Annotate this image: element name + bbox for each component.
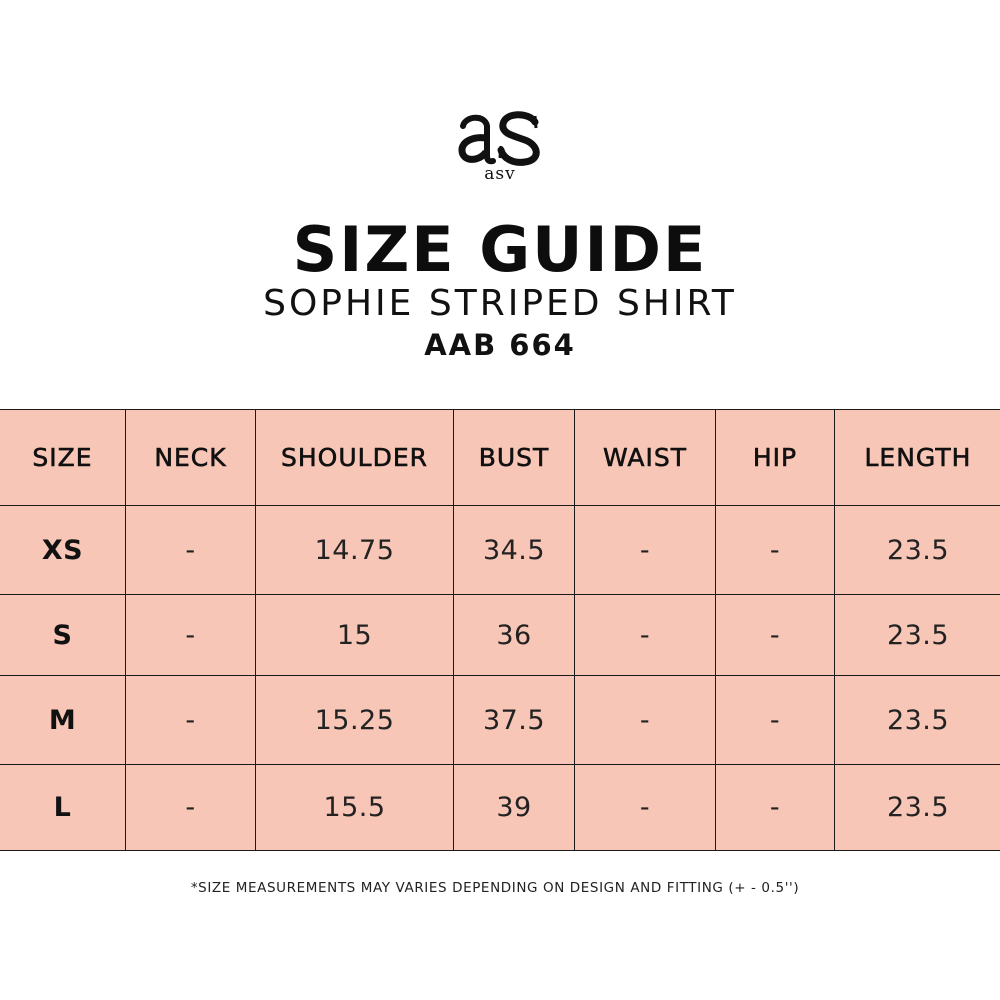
neck-cell: - [126, 765, 256, 851]
length-cell: 23.5 [835, 676, 1000, 765]
column-header-bust: BUST [454, 410, 575, 506]
brand-logo [0, 104, 1000, 184]
length-cell: 23.5 [835, 595, 1000, 676]
column-header-neck: NECK [126, 410, 256, 506]
size-cell: S [0, 595, 126, 676]
brand-name: asv [484, 164, 516, 184]
column-header-length: LENGTH [835, 410, 1000, 506]
table-row [0, 676, 1000, 765]
size-disclaimer: *SIZE MEASUREMENTS MAY VARIES DEPENDING ON DESIGN AND FITTING (+ - 0.5'') [190, 880, 800, 896]
hip-cell: - [716, 595, 835, 676]
size-cell: L [0, 765, 126, 851]
table-row [0, 506, 1000, 595]
waist-cell: - [575, 765, 716, 851]
neck-cell: - [126, 595, 256, 676]
bust-cell: 37.5 [454, 676, 575, 765]
size-cell: XS [0, 506, 126, 595]
size-cell: M [0, 676, 126, 765]
size-chart-table [0, 409, 1000, 851]
shoulder-cell: 15.5 [256, 765, 454, 851]
shoulder-cell: 14.75 [256, 506, 454, 595]
bust-cell: 34.5 [454, 506, 575, 595]
column-header-hip: HIP [716, 410, 835, 506]
column-header-waist: WAIST [575, 410, 716, 506]
column-header-shoulder: SHOULDER [256, 410, 454, 506]
bust-cell: 39 [454, 765, 575, 851]
shoulder-cell: 15.25 [256, 676, 454, 765]
length-cell: 23.5 [835, 765, 1000, 851]
shoulder-cell: 15 [256, 595, 454, 676]
waist-cell: - [575, 676, 716, 765]
table-row [0, 595, 1000, 676]
waist-cell: - [575, 506, 716, 595]
product-code: AAB 664 [424, 328, 576, 362]
asv-monogram-icon [455, 104, 545, 166]
hip-cell: - [716, 765, 835, 851]
neck-cell: - [126, 506, 256, 595]
bust-cell: 36 [454, 595, 575, 676]
hip-cell: - [716, 506, 835, 595]
length-cell: 23.5 [835, 506, 1000, 595]
waist-cell: - [575, 595, 716, 676]
page-title: SIZE GUIDE [292, 213, 708, 286]
hip-cell: - [716, 676, 835, 765]
neck-cell: - [126, 676, 256, 765]
column-header-size: SIZE [0, 410, 126, 506]
table-row [0, 765, 1000, 851]
table-header-row [0, 410, 1000, 506]
product-name: SOPHIE STRIPED SHIRT [263, 283, 737, 324]
